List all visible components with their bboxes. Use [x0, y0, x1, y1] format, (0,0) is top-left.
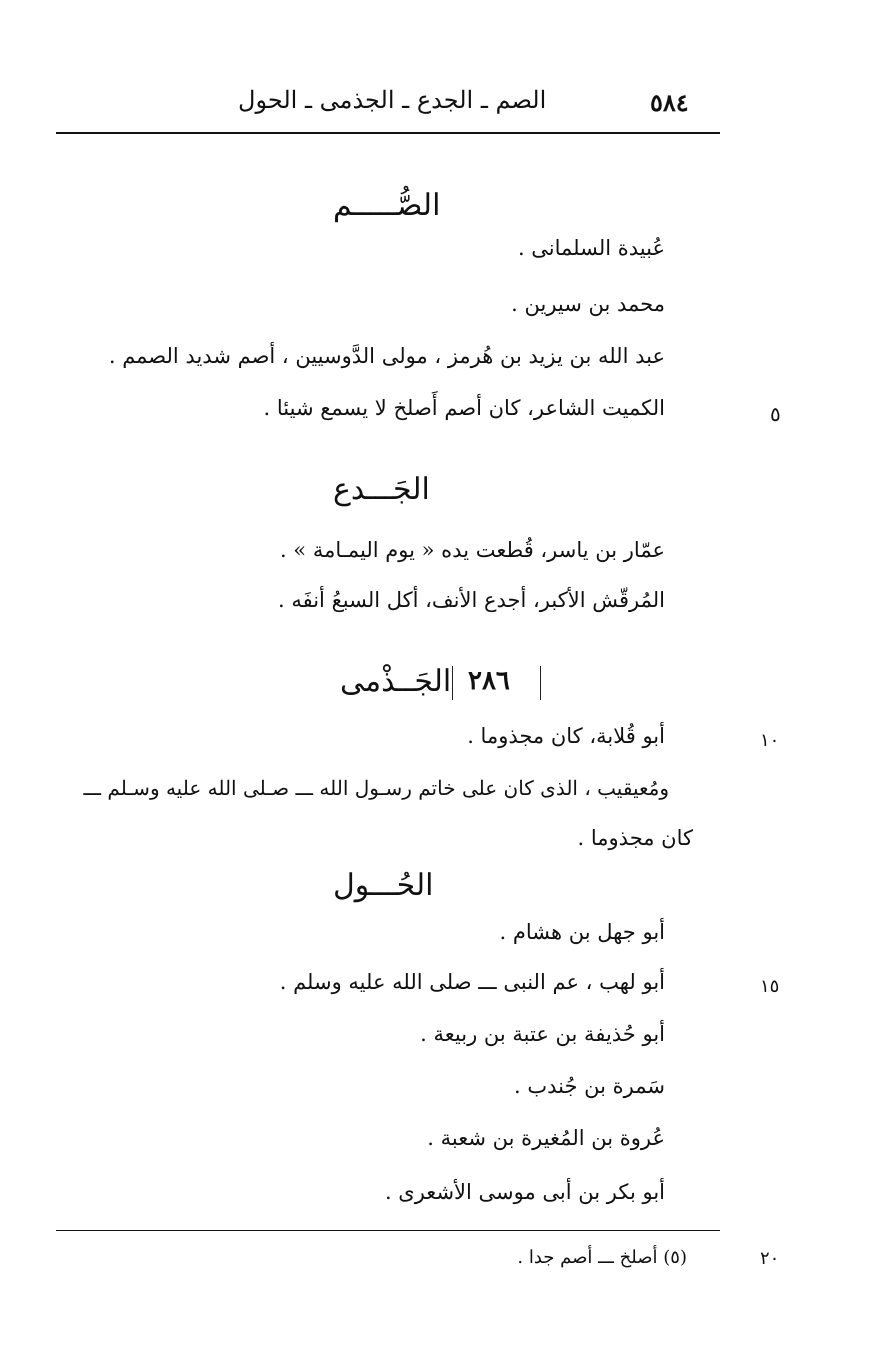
entry: محمد بن سيرين .	[511, 292, 665, 316]
section-heading-amputated: الجَـــدع	[333, 472, 430, 507]
line-number: ٢٠	[760, 1248, 780, 1269]
page-number: ٥٨٤	[650, 88, 689, 117]
entry: أبو لهب ، عم النبى ـــ صلى الله عليه وسلم .	[279, 970, 665, 994]
entry: أبو قُلابة، كان مجذوما .	[467, 724, 665, 748]
entry: عبد الله بن يزيد بن هُرمز ، مولى الدَّوسيين ، أصم شديد الصمم .	[108, 344, 665, 368]
entry-continuation: كان مجذوما .	[577, 826, 693, 850]
section-heading-lepers: الجَــذْمى	[340, 664, 452, 699]
section-heading-deaf: الصُّـــــم	[333, 188, 441, 223]
footnote: (٥) أصلخ ـــ أصم جدا .	[517, 1247, 687, 1268]
entry: ومُعيقيب ، الذى كان على خاتم رسـول الله ـــ صـلى الله عليه وسـلم ـــ	[83, 776, 669, 800]
section-number: ٢٨٦	[468, 666, 510, 696]
section-heading-squint: الحُـــول	[333, 868, 434, 903]
separator-bar	[540, 666, 541, 700]
footnote-rule	[56, 1230, 720, 1231]
entry: أبو بكر بن أبى موسى الأشعرى .	[384, 1180, 665, 1204]
entry: عمّار بن ياسر، قُطعت يده « يوم اليمـامة » .	[279, 538, 665, 562]
header-rule	[56, 132, 720, 134]
entry: أبو حُذيفة بن عتبة بن ربيعة .	[420, 1022, 665, 1046]
entry: المُرقّش الأكبر، أجدع الأنف، أكل السبعُ أنفَه .	[277, 588, 665, 612]
entry: عُبيدة السلمانى .	[517, 236, 665, 260]
entry: سَمرة بن جُندب .	[514, 1074, 665, 1098]
entry: الكميت الشاعر، كان أصم أَصلخ لا يسمع شيئا .	[263, 396, 665, 420]
separator-bar	[452, 666, 453, 700]
entry: عُروة بن المُغيرة بن شعبة .	[427, 1126, 665, 1150]
entry: أبو جهل بن هشام .	[499, 920, 665, 944]
line-number: ١٠	[760, 730, 780, 751]
line-number: ١٥	[760, 976, 780, 997]
running-title: الصم ـ الجدع ـ الجذمى ـ الحول	[238, 86, 547, 114]
footnote-marker: ٥	[770, 402, 781, 426]
